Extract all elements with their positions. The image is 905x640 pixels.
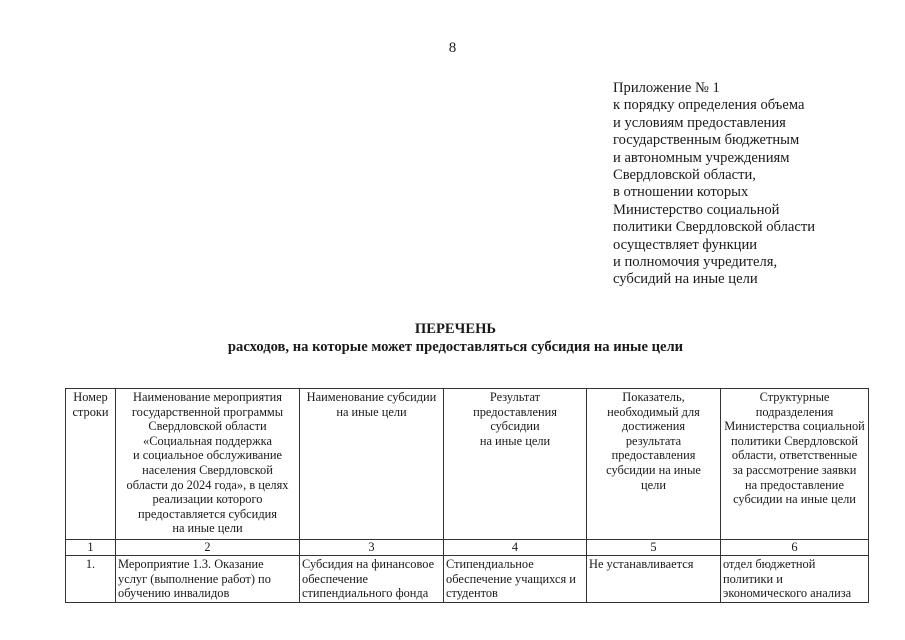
appendix-line: и условиям предоставления	[613, 114, 786, 131]
header-cell	[300, 389, 444, 540]
cell-line: «Социальная поддержка	[143, 433, 272, 448]
cell-line: Субсидия на финансовое	[302, 557, 435, 571]
cell-line: за рассмотрение заявки	[732, 462, 857, 477]
column-number-row	[66, 540, 869, 556]
appendix-line: к порядку определения объема	[613, 97, 805, 114]
appendix-line: Приложение № 1	[613, 80, 720, 96]
cell-line: политики Свердловской	[730, 433, 859, 448]
table-cell	[300, 556, 444, 603]
cell-line: области до 2024 года», в целях	[126, 477, 289, 492]
header-cell	[66, 389, 116, 540]
appendix-line: политики Свердловской области	[613, 219, 816, 236]
cell-line: обеспечение	[302, 571, 368, 586]
table-cell	[116, 556, 300, 603]
title-line-1: ПЕРЕЧЕНЬ	[414, 321, 497, 337]
cell-line: 1.	[85, 557, 96, 571]
cell-line: необходимый для	[607, 404, 700, 419]
cell-line: государственной программы	[131, 404, 284, 419]
cell-line: строки	[72, 404, 109, 419]
table-row	[66, 556, 869, 603]
table-cell	[66, 556, 116, 603]
cell-line: субсидии на иные цели	[733, 492, 856, 507]
cell-line: политики и	[723, 571, 783, 586]
cell-line: на предоставление	[745, 477, 844, 492]
appendix-line: осуществляет функции	[613, 236, 758, 253]
table-cell	[587, 556, 721, 603]
cell-line: на иные цели	[336, 404, 407, 419]
cell-line: стипендиального фонда	[302, 586, 429, 601]
column-number: 2	[116, 540, 300, 556]
cell-line: результата	[625, 433, 682, 448]
column-number: 1	[66, 540, 116, 556]
cell-line: услуг (выполнение работ) по	[118, 571, 271, 586]
cell-line: предоставления	[473, 404, 557, 419]
cell-line: обучению инвалидов	[118, 586, 230, 601]
appendix-line: субсидий на иные цели	[613, 271, 758, 288]
appendix-line: и автономным учреждениям	[613, 149, 790, 166]
cell-line: субсидии на иные	[606, 462, 701, 477]
appendix-line: Свердловской области,	[613, 167, 756, 184]
cell-line: подразделения	[755, 404, 834, 419]
cell-line: субсидии	[490, 419, 540, 434]
cell-line: Показатель,	[622, 390, 685, 404]
header-cell	[721, 389, 869, 540]
column-number: 3	[300, 540, 444, 556]
table-header-row	[66, 389, 869, 540]
column-number: 5	[587, 540, 721, 556]
cell-line: Мероприятие 1.3. Оказание	[118, 557, 264, 571]
cell-line: предоставляется субсидия	[138, 506, 277, 521]
column-number: 4	[444, 540, 587, 556]
cell-line: Министерства социальной	[724, 419, 865, 434]
appendix-line: Министерство социальной	[613, 201, 780, 218]
cell-line: Стипендиальное	[446, 557, 534, 571]
cell-line: студентов	[446, 586, 498, 601]
cell-line: Наименование мероприятия	[133, 390, 282, 404]
appendix-line: государственным бюджетным	[613, 132, 800, 149]
cell-line: обеспечение учащихся и	[446, 571, 576, 586]
cell-line: отдел бюджетной	[723, 557, 816, 571]
table-cell	[444, 556, 587, 603]
cell-line: области, ответственные	[731, 448, 858, 463]
cell-line: достижения	[621, 419, 686, 434]
cell-line: Номер	[73, 390, 108, 404]
appendix-line: в отношении которых	[613, 184, 749, 201]
appendix-note	[613, 80, 815, 289]
cell-line: на иные цели	[172, 521, 243, 536]
cell-line: цели	[641, 477, 666, 492]
appendix-line: и полномочия учредителя,	[613, 254, 778, 271]
cell-line: Структурные	[759, 390, 830, 404]
cell-line: на иные цели	[479, 433, 551, 448]
cell-line: населения Свердловской	[142, 462, 273, 477]
cell-line: Результат	[489, 390, 541, 404]
cell-line: Не устанавливается	[589, 557, 694, 571]
expenses-table	[65, 388, 869, 603]
column-number: 6	[721, 540, 869, 556]
title-line-2: расходов, на которые может предоставляться субсидия на иные цели	[227, 339, 684, 355]
page-number: 8	[448, 40, 457, 56]
header-cell	[444, 389, 587, 540]
cell-line: Наименование субсидии	[306, 390, 437, 404]
cell-line: предоставления	[611, 448, 696, 463]
header-cell	[587, 389, 721, 540]
document-title	[0, 320, 905, 356]
cell-line: Свердловской области	[148, 419, 267, 434]
cell-line: экономического анализа	[723, 586, 852, 601]
table-cell	[721, 556, 869, 603]
cell-line: реализации которого	[152, 492, 263, 507]
cell-line: и социальное обслуживание	[132, 448, 283, 463]
header-cell	[116, 389, 300, 540]
